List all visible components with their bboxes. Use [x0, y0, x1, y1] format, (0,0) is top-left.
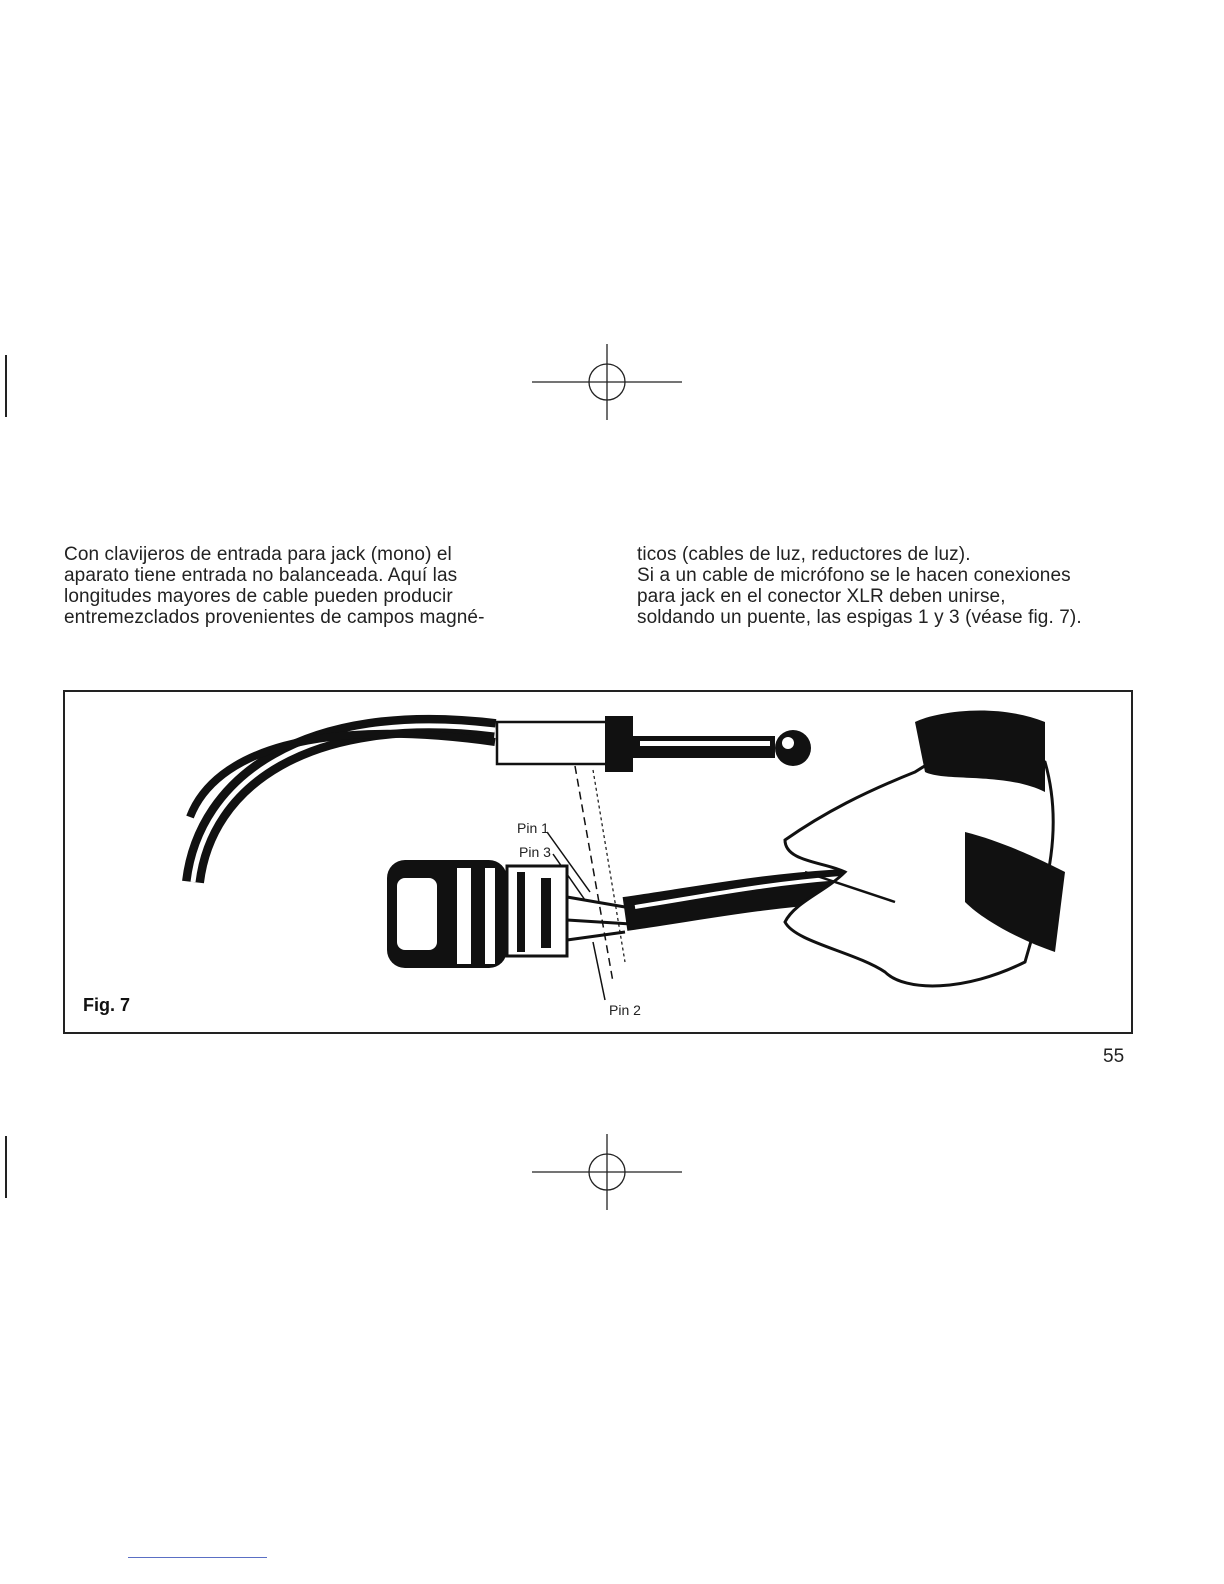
footer-rule	[128, 1557, 267, 1558]
cable-illustration	[65, 692, 1131, 1032]
text-line: entremezclados provenientes de campos magné-	[64, 607, 485, 628]
text-line: soldando un puente, las espigas 1 y 3 (véase fig. 7).	[637, 607, 1082, 628]
pin-1-label: Pin 1	[517, 820, 549, 836]
figure-7	[63, 690, 1133, 1034]
jack-sleeve	[497, 722, 607, 764]
pin-2-label: Pin 2	[609, 1002, 641, 1018]
text-line: para jack en el conector XLR deben unirse,	[637, 586, 1006, 607]
registration-mark-bottom	[532, 1134, 682, 1214]
text-line: Con clavijeros de entrada para jack (mono) el	[64, 544, 452, 565]
registration-mark-top	[532, 344, 682, 424]
text-line: ticos (cables de luz, reductores de luz).	[637, 544, 971, 565]
text-column-right	[637, 544, 1137, 628]
upper-cable	[193, 726, 495, 882]
pin-3-label: Pin 3	[519, 844, 551, 860]
text-line: longitudes mayores de cable pueden producir	[64, 586, 453, 607]
page-number: 55	[1103, 1046, 1125, 1067]
text-line: Si a un cable de micrófono se le hacen conexiones	[637, 565, 1071, 586]
text-column-left	[64, 544, 534, 628]
figure-caption: Fig. 7	[83, 995, 131, 1015]
jack-tip	[775, 730, 811, 766]
crop-mark-left-bottom	[5, 1136, 7, 1198]
crop-mark-left-top	[5, 355, 7, 417]
text-line: aparato tiene entrada no balanceada. Aquí las	[64, 565, 458, 586]
